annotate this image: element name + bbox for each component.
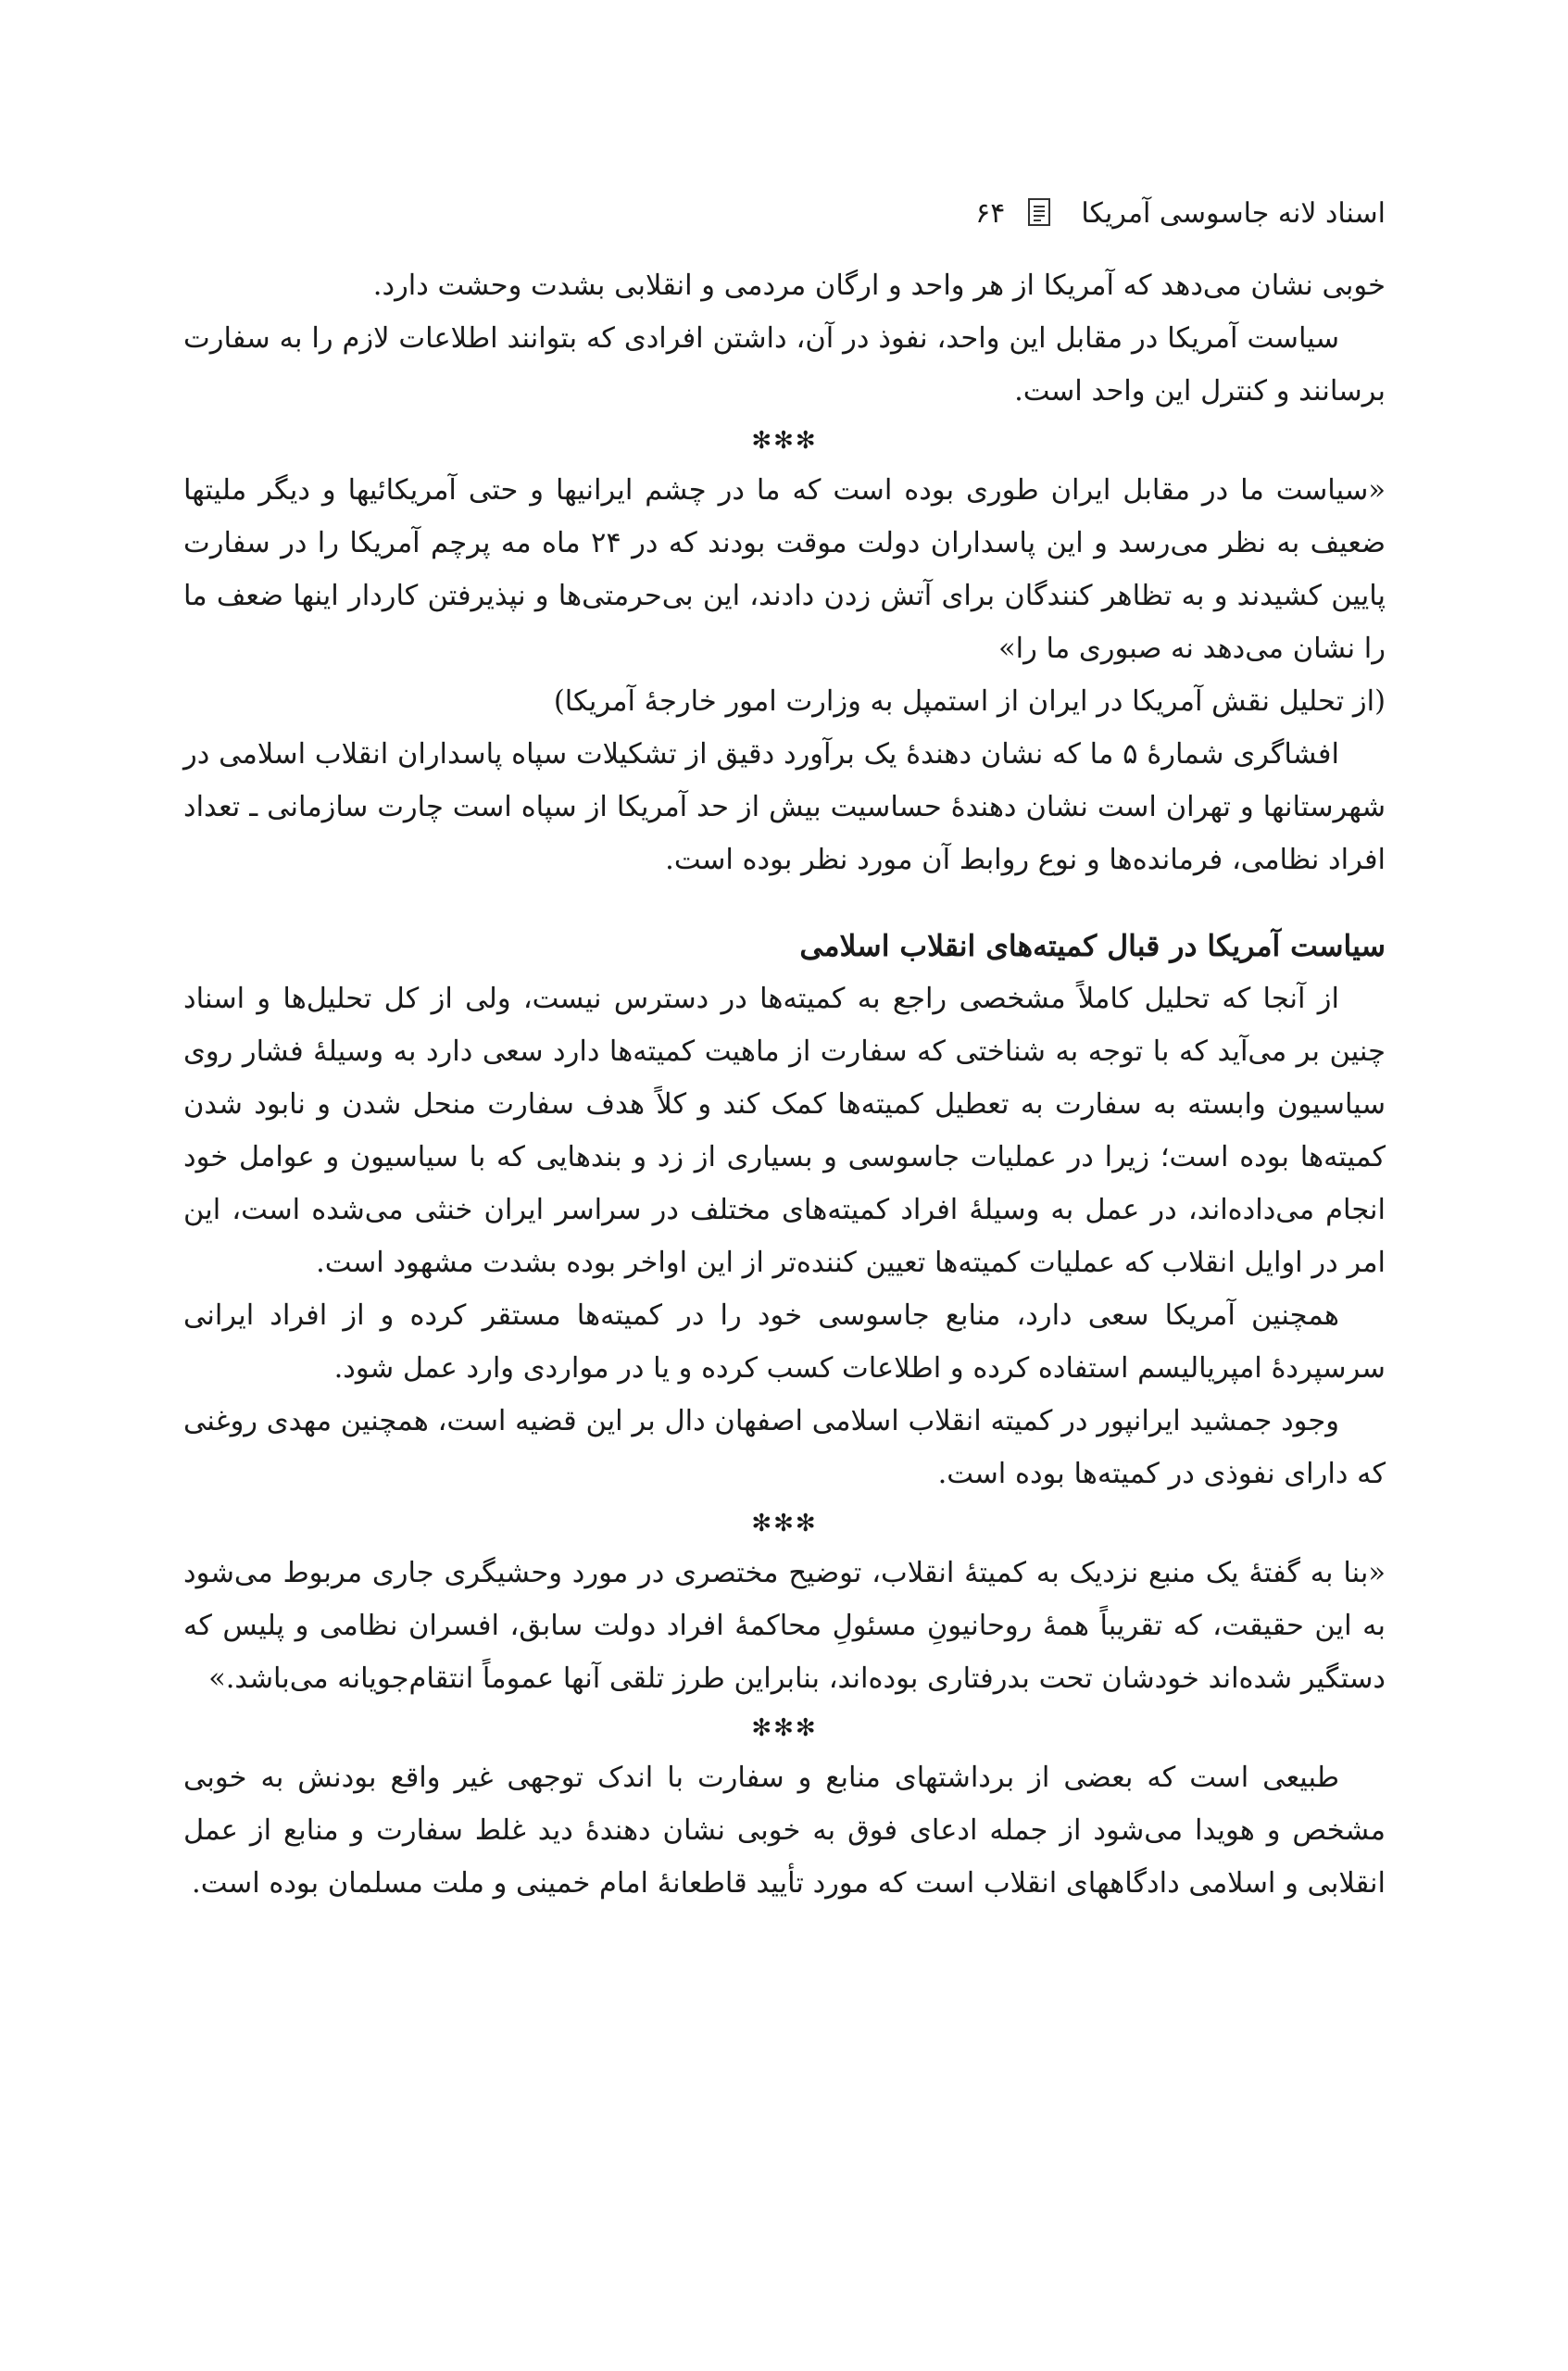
- section-separator: ✻✻✻: [751, 427, 818, 455]
- paragraph: سیاست آمریکا در مقابل این واحد، نفوذ در آن، داشتن افرادی که بتوانند اطلاعات لازم را به سفارت برسانند و کنترل این واحد است.: [183, 322, 1386, 408]
- paragraph-continuation: خوبی نشان می‌دهد که آمریکا از هر واحد و ارگان مردمی و انقلابی بشدت وحشت دارد.: [372, 270, 1386, 302]
- book-title: اسناد لانه جاسوسی آمریکا: [1081, 196, 1386, 230]
- section-separator: ✻✻✻: [751, 1714, 818, 1742]
- paragraph: از آنجا که تحلیل کاملاً مشخصی راجع به کمیته‌ها در دسترس نیست، ولی از کل تحلیل‌ها و اسناد چنین بر می‌آید که با توجه به شناختی که سفارت از ماهیت کمیته‌ها دارد سعی دارد به وسیلهٔ فشار روی سیاسیون وابسته به سفارت به تعطیل کمیته‌ها کمک کند و کلاً هدف سفارت منحل شدن و نابود شدن کمیته‌ها بوده است؛ زیرا در عملیات جاسوسی و بسیاری از زد و بندهایی که با سیاسیون و عوامل خود انجام می‌داده‌اند، در عمل به وسیلهٔ افراد کمیته‌های مختلف در سراسر ایران خنثی می‌شده است، این امر در اوایل انقلاب که عملیات کمیته‌ها تعیین کننده‌تر از این اواخر بوده بشدت مشهود است.: [183, 983, 1386, 1279]
- quotation: «بنا به گفتهٔ یک منبع نزدیک به کمیتهٔ انقلاب، توضیح مختصری در مورد وحشیگری جاری مربوط می‌شود به این حقیقت، که تقریباً همهٔ روحانیونِ مسئولِ محاکمهٔ افراد دولت سابق، افسران نظامی و پلیس که دستگیر شده‌اند خودشان تحت بدرفتاری بوده‌اند، بنابراین طرز تلقی آنها عموماً انتقام‌جویانه می‌باشد.»: [183, 1557, 1386, 1695]
- paragraph: وجود جمشید ایرانپور در کمیته انقلاب اسلامی اصفهان دال بر این قضیه است، همچنین مهدی روغنی که دارای نفوذی در کمیته‌ها بوده است.: [183, 1405, 1386, 1490]
- section-separator: ✻✻✻: [751, 1510, 818, 1537]
- document-icon: [1027, 197, 1053, 229]
- page-header: [975, 190, 1386, 236]
- paragraph: طبیعی است که بعضی از برداشتهای منابع و سفارت با اندک توجهی غیر واقع بودنش به خوبی مشخص و هویدا می‌شود از جمله ادعای فوق به خوبی نشان دهندهٔ دید غلط سفارت و منابع از عمل انقلابی و اسلامی دادگاههای انقلاب است که مورد تأیید قاطعانهٔ امام خمینی و ملت مسلمان بوده است.: [183, 1762, 1386, 1900]
- paragraph: همچنین آمریکا سعی دارد، منابع جاسوسی خود را در کمیته‌ها مستقر کرده و از افراد ایرانی سرسپردهٔ امپریالیسم استفاده کرده و اطلاعات کسب کرده و یا در مواردی وارد عمل شود.: [183, 1299, 1386, 1385]
- page-body: [183, 259, 1386, 1910]
- section-heading: سیاست آمریکا در قبال کمیته‌های انقلاب اسلامی: [799, 929, 1386, 963]
- paragraph: افشاگری شمارهٔ ۵ ما که نشان دهندهٔ یک برآورد دقیق از تشکیلات سپاه پاسداران انقلاب اسلامی در شهرستانها و تهران است نشان دهندهٔ حساسیت بیش از حد آمریکا از سپاه است چارت سازمانی ـ تعداد افراد نظامی، فرمانده‌ها و نوع روابط آن مورد نظر بوده است.: [183, 738, 1386, 876]
- quotation: «سیاست ما در مقابل ایران طوری بوده است که ما در چشم ایرانیها و حتی آمریکائیها و دیگر ملیتها ضعیف به نظر می‌رسد و این پاسداران دولت موقت بودند که در ۲۴ ماه مه پرچم آمریکا را در سفارت پایین کشیدند و به تظاهر کنندگان برای آتش زدن دادند، این بی‌حرمتی‌ها و نپذیرفتن کاردار اینها ضعف ما را نشان می‌دهد نه صبوری ما را»: [183, 474, 1386, 665]
- page-number: ۶۴: [975, 196, 1006, 230]
- quotation-source: (از تحلیل نقش آمریکا در ایران از استمپل به وزارت امور خارجهٔ آمریکا): [553, 685, 1386, 718]
